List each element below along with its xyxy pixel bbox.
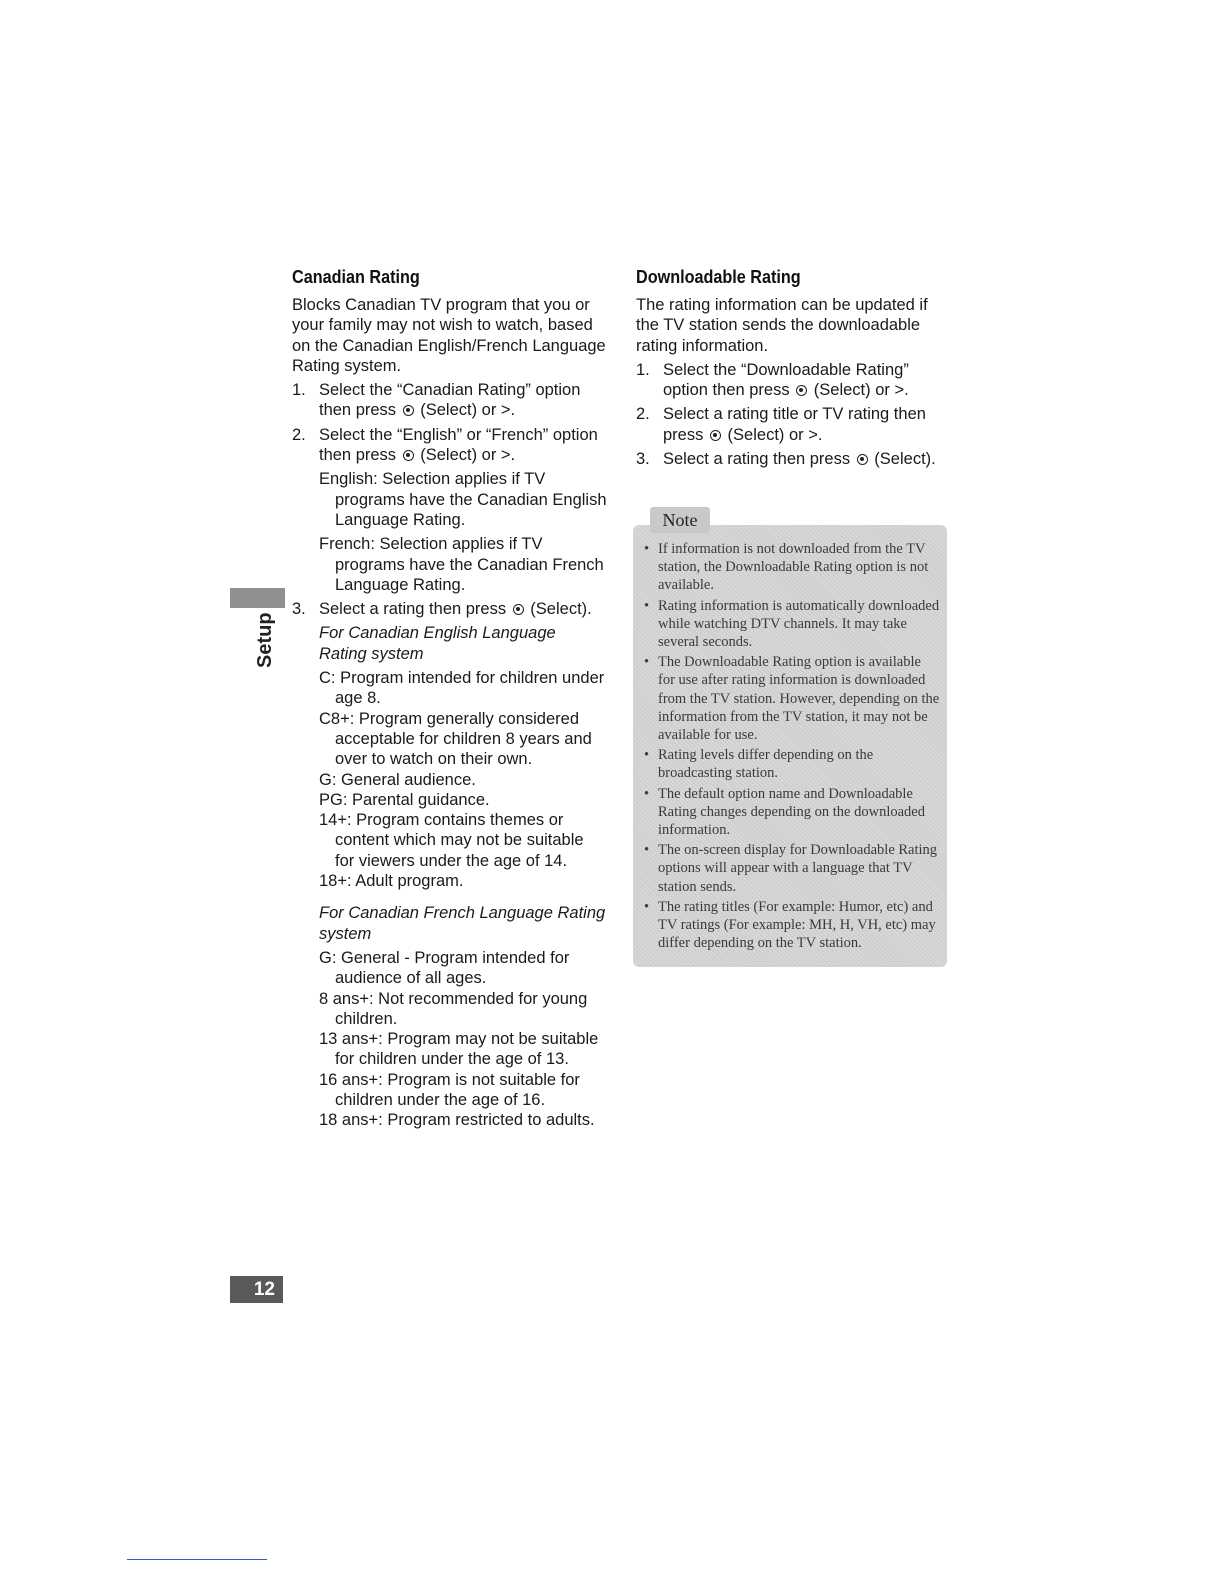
rating-item: 13 ans+: Program may not be suitable for children under the age of 13. [319,1030,599,1069]
rating-item: 8 ans+: Not recommended for young children. [319,989,588,1028]
side-tab-marker [230,588,285,608]
select-button-icon [403,405,414,416]
canadian-step-3: 3. Select a rating then press (Select). [292,600,592,619]
rating-item: 18+: Adult program. [319,872,464,891]
rating-item: 16 ans+: Program is not suitable for children under the age of 16. [319,1070,580,1109]
french-selection-note: French: Selection applies if TV programs have the Canadian French Language Rating. [319,535,604,594]
french-system-title: For Canadian French Language Rating system [319,904,606,943]
select-button-icon [796,385,807,396]
downloadable-step-1: 1. Select the “Downloadable Rating” option then press (Select) or >. [636,360,909,400]
select-button-icon [513,604,524,615]
rating-item: 18 ans+: Program restricted to adults. [319,1111,595,1130]
right-column [636,295,951,473]
note-list [640,540,940,954]
rating-item: C8+: Program generally considered acceptable for children 8 years and over to watch on their own. [319,709,592,769]
downloadable-step-2: 2. Select a rating title or TV rating then press (Select) or >. [636,405,926,444]
rating-item: C: Program intended for children under age 8. [319,669,605,708]
page-number: 12 [230,1276,283,1303]
downloadable-rating-heading: Downloadable Rating [636,267,801,287]
rating-item: PG: Parental guidance. [319,790,490,809]
english-system-title: For Canadian English Language Rating system [319,624,556,663]
select-button-icon [710,430,721,441]
note-title: Note [650,507,710,533]
note-item: • The default option name and Downloadable Rating changes depending on the downloaded information. [640,785,940,840]
canadian-step-2: 2. Select the “English” or “French” option then press (Select) or >. [292,425,598,465]
downloadable-intro: The rating information can be updated if the TV station sends the downloadable rating information. [636,296,928,355]
note-item: • The rating titles (For example: Humor, etc) and TV ratings (For example: MH, H, VH, etc) may differ depending on the TV station. [640,898,940,953]
side-tab-label: Setup [254,612,276,668]
note-item: • Rating information is automatically downloaded while watching DTV channels. It may take several seconds. [640,597,940,652]
rating-item: 14+: Program contains themes or content which may not be suitable for viewers under the age of 14. [319,811,584,870]
rating-item: G: General - Program intended for audience of all ages. [319,948,570,988]
select-button-icon [857,454,868,465]
note-item: • If information is not downloaded from the TV station, the Downloadable Rating option is not available. [640,540,940,595]
english-selection-note: English: Selection applies if TV programs have the Canadian English Language Rating. [319,470,607,529]
note-item: • The on-screen display for Downloadable Rating options will appear with a language that TV station sends. [640,841,940,896]
left-column [292,295,607,1131]
footer-rule [127,1559,267,1560]
canadian-step-1: 1. Select the “Canadian Rating” option then press (Select) or >. [292,381,581,420]
select-button-icon [403,450,414,461]
rating-item: G: General audience. [319,770,476,789]
note-item: • The Downloadable Rating option is available for use after rating information is downloaded from the TV station. However, depending on the information from the TV station, it may not be available for use. [640,653,940,744]
downloadable-step-3: 3. Select a rating then press (Select). [636,450,936,469]
canadian-rating-heading: Canadian Rating [292,267,420,287]
note-item: • Rating levels differ depending on the broadcasting station. [640,746,940,782]
canadian-intro: Blocks Canadian TV program that you or your family may not wish to watch, based on the Canadian English/French Language Rating system. [292,296,606,375]
